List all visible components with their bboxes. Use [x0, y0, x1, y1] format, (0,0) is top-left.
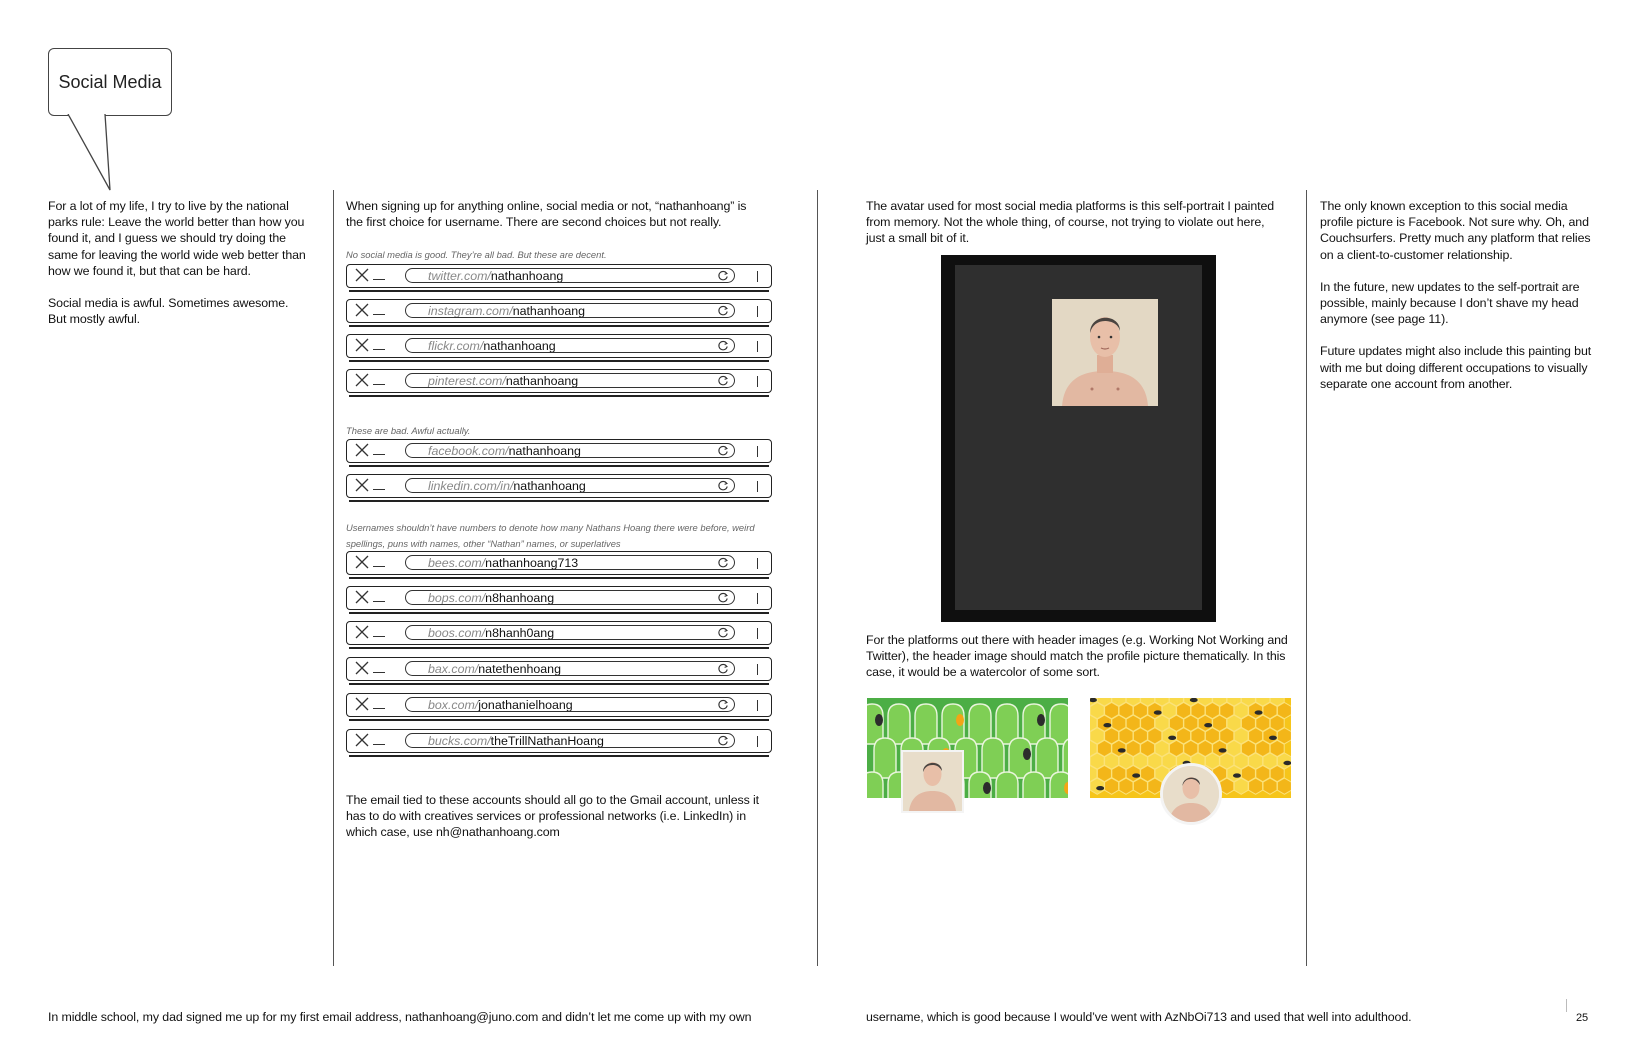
url-username: nathanhoang [513, 479, 586, 493]
cactus-shape [996, 772, 1018, 798]
close-icon[interactable] [355, 478, 369, 492]
url-bar[interactable] [346, 657, 772, 681]
reload-icon[interactable] [717, 375, 729, 387]
bee-shape [1103, 723, 1111, 727]
close-icon[interactable] [355, 338, 369, 352]
url-field[interactable] [405, 625, 735, 640]
reload-icon[interactable] [717, 663, 729, 675]
url-bar[interactable] [346, 586, 772, 610]
url-bar[interactable] [346, 693, 772, 717]
footer-left: In middle school, my dad signed me up for my first email address, nathanhoang@juno.com and didn’t let me come up with my own [48, 1010, 752, 1024]
bee-shape [1096, 786, 1104, 790]
close-icon[interactable] [355, 697, 369, 711]
column-divider-1 [333, 190, 334, 966]
portrait-crop [1052, 299, 1158, 406]
green-header-mockup [867, 698, 1068, 798]
avatar-figure-icon [903, 752, 962, 811]
reload-icon[interactable] [717, 270, 729, 282]
url-domain: twitter.com/ [428, 269, 491, 283]
scroll-handle[interactable] [757, 700, 758, 711]
section-title: Social Media [58, 71, 162, 92]
url-username: n8hanhoang [485, 591, 555, 605]
url-username: natethenhoang [478, 662, 561, 676]
reload-icon[interactable] [717, 592, 729, 604]
minimize-icon[interactable] [373, 489, 385, 490]
url-domain: instagram.com/ [428, 304, 513, 318]
national-parks-paragraph: For a lot of my life, I try to live by the national parks rule: Leave the world better than how you found it, and I guess we should try doing the same for leaving the world wide web better than how we found it, but that can be hard. [48, 199, 306, 278]
scroll-handle[interactable] [757, 664, 758, 675]
close-icon[interactable] [355, 590, 369, 604]
header-image-paragraph: For the platforms out there with header images (e.g. Working Not Working and Twitter), the header image should match the profile picture thematically. In this case, it would be a watercolor of some sort. [866, 633, 1288, 680]
verdict-line-1: Social media is awful. Sometimes awesome. [48, 296, 289, 311]
note-decent: No social media is good. They’re all bad. But these are decent. [346, 249, 607, 260]
facebook-exception-paragraph: The only known exception to this social media profile picture is Facebook. Not sure why. Oh, and Couchsurfers. Pretty much any platform that relies on a client-to-customer relationship. [1320, 199, 1591, 262]
close-icon[interactable] [355, 373, 369, 387]
page-number-rule [1566, 999, 1567, 1012]
honeycomb-cell [1249, 778, 1263, 794]
verdict-line-2: But mostly awful. [48, 312, 140, 327]
avatar-paragraph: The avatar used for most social media platforms is this self-portrait I painted from memory. Not the whole thing, of course, not trying to violate out here, just a small bit of it. [866, 199, 1275, 246]
url-domain: boos.com/ [428, 626, 486, 640]
reload-icon[interactable] [717, 627, 729, 639]
url-bar[interactable] [346, 729, 772, 753]
occupations-paragraph: Future updates might also include this painting but with me but doing different occupations to visually separate one account from another. [1320, 344, 1592, 391]
url-username: nathanhoang [512, 304, 586, 318]
reload-icon[interactable] [717, 557, 729, 569]
bee-shape [1154, 710, 1162, 714]
avatar-figure-icon [1163, 766, 1219, 822]
url-bar[interactable] [346, 439, 772, 463]
minimize-icon[interactable] [373, 672, 385, 673]
url-field[interactable] [405, 373, 735, 388]
url-bar[interactable] [346, 369, 772, 393]
bee-shape [1204, 723, 1212, 727]
cactus-shape [888, 704, 910, 744]
bee-shape [1118, 748, 1126, 752]
column-4 [1320, 198, 1595, 392]
note-username-rules: Usernames shouldn’t have numbers to denote how many Nathans Hoang there were before, weird spellings, puns with names, other “Nathan” names, or superlatives [346, 522, 755, 549]
url-domain: linkedin.com/in/ [428, 479, 514, 493]
url-field[interactable] [405, 478, 735, 493]
minimize-icon[interactable] [373, 566, 385, 567]
url-bar[interactable] [346, 334, 772, 358]
url-field[interactable] [405, 303, 735, 318]
page-number: 25 [1576, 1012, 1589, 1024]
url-username: nathanhoang [505, 374, 579, 388]
scroll-handle[interactable] [757, 558, 758, 569]
cactus-shape [1036, 738, 1058, 778]
scroll-handle[interactable] [757, 481, 758, 492]
minimize-icon[interactable] [373, 314, 385, 315]
minimize-icon[interactable] [373, 349, 385, 350]
bee-shape [1255, 710, 1263, 714]
scroll-handle[interactable] [757, 341, 758, 352]
cactus-shape [1023, 772, 1045, 798]
toucan-shape [1037, 714, 1045, 726]
url-domain: bees.com/ [428, 556, 486, 570]
bee-shape [1190, 698, 1198, 702]
reload-icon[interactable] [717, 340, 729, 352]
scroll-handle[interactable] [757, 271, 758, 282]
portrait-figure-icon [1052, 299, 1158, 406]
reload-icon[interactable] [717, 480, 729, 492]
url-bar[interactable] [346, 621, 772, 645]
url-domain: facebook.com/ [428, 444, 509, 458]
social-media-verdict [48, 295, 318, 327]
toucan-shape [1023, 748, 1031, 760]
url-bar[interactable] [346, 551, 772, 575]
cactus-shape [1050, 704, 1068, 744]
future-updates-paragraph: In the future, new updates to the self-portrait are possible, mainly because I don’t shave my head anymore (see page 11). [1320, 279, 1580, 327]
minimize-icon[interactable] [373, 708, 385, 709]
url-username: theTrillNathanHoang [490, 734, 604, 748]
scroll-handle[interactable] [757, 593, 758, 604]
bee-shape [1168, 736, 1176, 740]
cactus-shape [969, 704, 991, 744]
self-portrait-painting [941, 255, 1216, 622]
square-avatar [901, 750, 964, 813]
bee-shape [1233, 773, 1241, 777]
section-title-bubble [48, 48, 172, 116]
cactus-pattern-icon [867, 698, 1068, 798]
scroll-handle[interactable] [757, 306, 758, 317]
url-domain: flickr.com/ [428, 339, 484, 353]
scroll-handle[interactable] [757, 376, 758, 387]
scroll-handle[interactable] [757, 446, 758, 457]
url-field[interactable] [405, 733, 735, 748]
honeycomb-cell [1263, 778, 1277, 794]
footer-right: username, which is good because I would’ve went with AzNbOi713 and used that well into adulthood. [866, 1010, 1412, 1024]
url-field[interactable] [405, 268, 735, 283]
url-username: nathanhoang [490, 269, 564, 283]
url-field[interactable] [405, 697, 735, 712]
url-domain: pinterest.com/ [428, 374, 506, 388]
column-divider-2 [817, 190, 818, 966]
url-username: nathanhoang [508, 444, 581, 458]
painting-canvas [955, 265, 1202, 610]
bee-shape [1132, 773, 1140, 777]
url-username: nathanhoang [483, 339, 556, 353]
minimize-icon[interactable] [373, 279, 385, 280]
reload-icon[interactable] [717, 305, 729, 317]
url-field[interactable] [405, 661, 735, 676]
url-field[interactable] [405, 590, 735, 605]
cactus-shape [982, 738, 1004, 778]
toucan-shape [956, 714, 964, 726]
url-username: jonathanielhoang [478, 698, 573, 712]
cactus-shape [915, 704, 937, 744]
column-divider-3 [1306, 190, 1307, 966]
close-icon[interactable] [355, 661, 369, 675]
close-icon[interactable] [355, 303, 369, 317]
column-1 [48, 198, 318, 327]
close-icon[interactable] [355, 268, 369, 282]
url-field[interactable] [405, 443, 735, 458]
toucan-shape [875, 714, 883, 726]
round-avatar [1160, 763, 1222, 825]
note-bad: These are bad. Awful actually. [346, 425, 471, 436]
url-bar[interactable] [346, 299, 772, 323]
url-username: n8hanh0ang [485, 626, 555, 640]
close-icon[interactable] [355, 625, 369, 639]
minimize-icon[interactable] [373, 384, 385, 385]
cactus-shape [874, 738, 896, 778]
username-intro: When signing up for anything online, social media or not, “nathanhoang” is the first choice for username. There are second choices but not really. [346, 199, 747, 230]
email-paragraph: The email tied to these accounts should all go to the Gmail account, unless it has to do with creatives services or professional networks (i.e. LinkedIn) in which case, use nh@nathanhoang.com [346, 793, 760, 840]
reload-icon[interactable] [717, 445, 729, 457]
speech-bubble-tail [60, 114, 120, 194]
url-bar[interactable] [346, 264, 772, 288]
url-field[interactable] [405, 555, 735, 570]
url-field[interactable] [405, 338, 735, 353]
url-domain: bops.com/ [428, 591, 486, 605]
cactus-shape [867, 772, 883, 798]
reload-icon[interactable] [717, 699, 729, 711]
close-icon[interactable] [355, 555, 369, 569]
minimize-icon[interactable] [373, 601, 385, 602]
scroll-handle[interactable] [757, 628, 758, 639]
honeycomb-cell [1119, 778, 1133, 794]
minimize-icon[interactable] [373, 744, 385, 745]
minimize-icon[interactable] [373, 454, 385, 455]
scroll-handle[interactable] [757, 736, 758, 747]
bee-shape [1269, 736, 1277, 740]
bee-shape [1219, 748, 1227, 752]
reload-icon[interactable] [717, 735, 729, 747]
honeycomb-cell [1090, 778, 1104, 794]
url-username: nathanhoang713 [485, 556, 579, 570]
honeycomb-cell [1133, 778, 1147, 794]
close-icon[interactable] [355, 733, 369, 747]
honeycomb-cell [1105, 778, 1119, 794]
honeycomb-cell [1277, 778, 1291, 794]
url-domain: bax.com/ [428, 662, 479, 676]
honeycomb-cell [1234, 778, 1248, 794]
toucan-shape [983, 782, 991, 794]
url-bar[interactable] [346, 474, 772, 498]
minimize-icon[interactable] [373, 636, 385, 637]
cactus-shape [996, 704, 1018, 744]
url-domain: bucks.com/ [428, 734, 491, 748]
close-icon[interactable] [355, 443, 369, 457]
url-domain: box.com/ [428, 698, 479, 712]
